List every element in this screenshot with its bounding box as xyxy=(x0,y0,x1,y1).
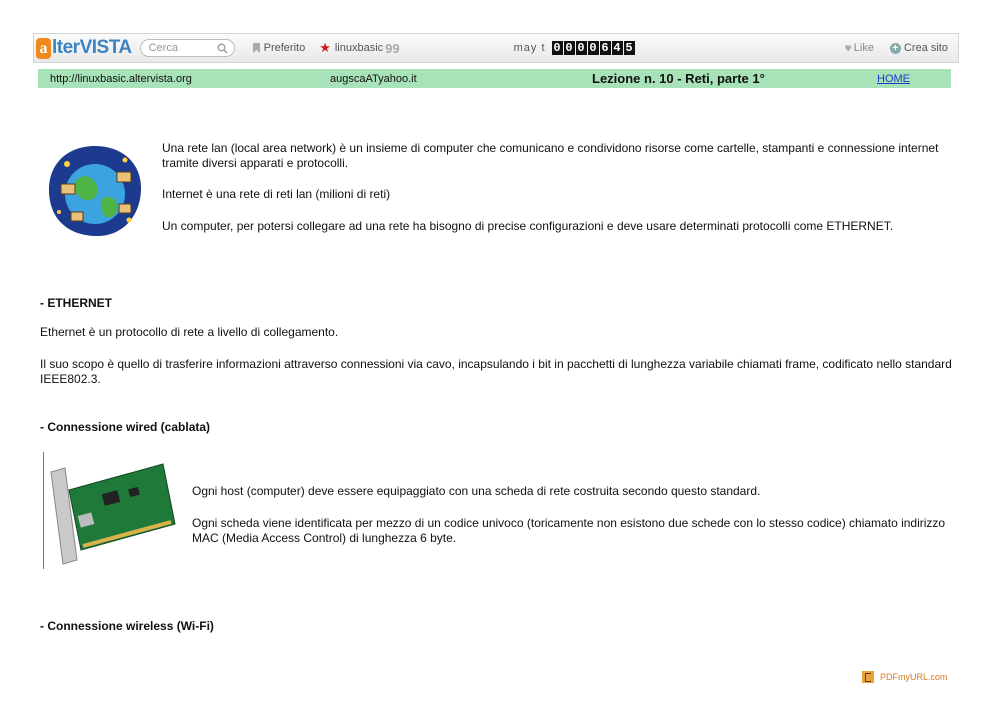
linuxbasic-star-button[interactable] xyxy=(319,40,499,56)
star-label: linuxbasic xyxy=(334,42,384,54)
heart-icon: ♥ xyxy=(844,41,852,55)
crea-sito-button[interactable] xyxy=(890,42,948,54)
bookmark-icon xyxy=(253,43,260,53)
pdfmyurl-label: PDFmyURL.com xyxy=(880,672,948,682)
counter-digit: 0 xyxy=(565,41,573,55)
counter-digit: 0 xyxy=(553,41,561,55)
star-icon: ★ xyxy=(319,40,331,55)
image-left-border xyxy=(43,452,44,569)
magnifier-icon[interactable] xyxy=(217,43,228,54)
site-url: http://linuxbasic.altervista.org xyxy=(50,72,192,85)
ethernet-paragraph-1: Ethernet è un protocollo di rete a livello di collegamento. xyxy=(40,325,339,339)
intro-paragraph-1: Una rete lan (local area network) è un insieme di computer che comunicano e condividono risorse come cartelle, stampanti e connessione internet tramite diversi apparati e protocolli. xyxy=(162,141,939,170)
lesson-title: Lezione n. 10 - Reti, parte 1° xyxy=(592,71,765,86)
intro-paragraph-2: Internet è una rete di reti lan (milioni di reti) xyxy=(162,187,391,201)
home-link[interactable]: HOME xyxy=(877,72,910,85)
network-card-illustration xyxy=(43,452,178,569)
crea-sito-label: Crea sito xyxy=(903,42,948,54)
preferito-label: Preferito xyxy=(263,42,306,54)
like-label: Like xyxy=(853,42,874,54)
ethernet-heading: - ETHERNET xyxy=(40,296,112,310)
search-placeholder: Cerca xyxy=(148,42,178,54)
quote-icon[interactable]: 99 xyxy=(385,40,400,56)
nic-card-icon xyxy=(43,452,178,569)
contact-email: augscaATyahoo.it xyxy=(330,72,417,85)
counter-digit: 4 xyxy=(613,41,621,55)
search-input[interactable] xyxy=(140,39,235,57)
intro-paragraph-3: Un computer, per potersi collegare ad una rete ha bisogno di precise configurazioni e deve usare determinati protocolli come ETHERNET. xyxy=(162,219,894,233)
altervista-logo-badge: a xyxy=(36,38,51,59)
counter-label: may t xyxy=(513,42,546,54)
wired-paragraph-2: Ogni scheda viene identificata per mezzo di un codice univoco (toricamente non esistono due schede con lo stesso codice) chiamato indirizzo MAC (Media Access Control) di lunghezza 6 byte. xyxy=(192,516,946,545)
counter-digit: 0 xyxy=(577,41,585,55)
toolbar-right xyxy=(845,41,958,55)
counter-digit: 0 xyxy=(589,41,597,55)
wired-paragraph-1: Ogni host (computer) deve essere equipaggiato con una scheda di rete costruita secondo questo standard. xyxy=(192,484,761,498)
pdfmyurl-icon xyxy=(862,671,874,683)
wireless-heading: - Connessione wireless (Wi-Fi) xyxy=(40,619,214,633)
counter-digit: 6 xyxy=(601,41,609,55)
plus-circle-icon: + xyxy=(890,43,901,54)
ethernet-paragraph-2: Il suo scopo è quello di trasferire informazioni attraverso connessioni via cavo, incapsulando i bit in pacchetti di lunghezza variabile chiamati frame, codificato nello standard IEEE802.3. xyxy=(40,357,952,386)
preferito-button[interactable] xyxy=(253,42,306,54)
pdfmyurl-badge[interactable] xyxy=(862,671,948,683)
wired-heading: - Connessione wired (cablata) xyxy=(40,420,211,434)
counter-digit: 5 xyxy=(625,41,633,55)
lesson-header-bar xyxy=(38,69,951,88)
altervista-toolbar xyxy=(33,33,959,63)
altervista-logo-text: lterVISTA xyxy=(52,37,132,58)
visit-counter xyxy=(552,41,636,55)
network-globe-illustration xyxy=(45,142,145,240)
altervista-logo[interactable] xyxy=(36,37,132,59)
like-button[interactable] xyxy=(845,41,874,55)
